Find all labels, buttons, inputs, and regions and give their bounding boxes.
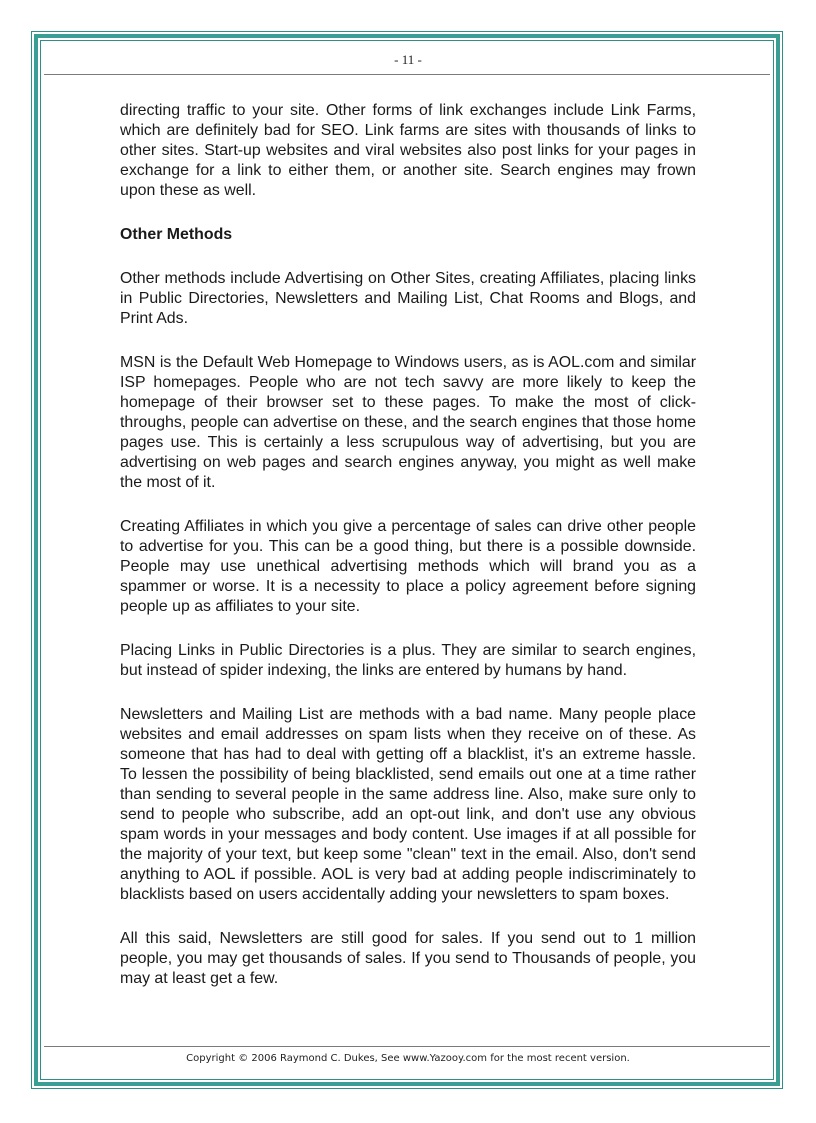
footer-copyright: Copyright © 2006 Raymond C. Dukes, See www.Yazooy.com for the most recent version. — [186, 1053, 630, 1064]
paragraph-affiliates: Creating Affiliates in which you give a percentage of sales can drive other people to advertise for you. This can be a good thing, but there is a possible downside. People may use unethical advertising methods which will brand you as a spammer or worse. It is a necessity to place a policy agreement before signing people up as affiliates to your site. — [120, 518, 696, 615]
footer-divider — [44, 1046, 770, 1047]
paragraph-link-exchanges: directing traffic to your site. Other forms of link exchanges include Link Farms, which are definitely bad for SEO. Link farms are sites with thousands of links to other sites. Start-up websites and viral websites also post links for your pages in exchange for a link to either them, or another site. Search engines may frown upon these as well. — [120, 102, 696, 199]
paragraph-other-methods: Other methods include Advertising on Other Sites, creating Affiliates, placing links in Public Directories, Newsletters and Mailing List, Chat Rooms and Blogs, and Print Ads. — [120, 270, 696, 327]
paragraph-public-directories: Placing Links in Public Directories is a plus. They are similar to search engines, but instead of spider indexing, the links are entered by humans by hand. — [120, 642, 696, 679]
header-divider — [44, 74, 770, 75]
paragraph-msn-homepage: MSN is the Default Web Homepage to Windows users, as is AOL.com and similar ISP homepages. People who are not tech savvy are more likely to keep the homepage of their browser set to these pages. To make the most of click-throughs, people can advertise on these, and the search engines that those home pages use. This is certainly a less scrupulous way of advertising, but you are advertising on web pages and search engines anyway, you might as well make the most of it. — [120, 354, 696, 491]
paragraph-newsletter-sales: All this said, Newsletters are still good for sales. If you send out to 1 million people, you may get thousands of sales. If you send to Thousands of people, you may at least get a few. — [120, 930, 696, 987]
section-heading-other-methods: Other Methods — [120, 226, 233, 243]
page-body — [120, 101, 696, 1013]
paragraph-newsletters: Newsletters and Mailing List are methods with a bad name. Many people place websites and email addresses on spam lists when they receive on of these. As someone that has had to deal with getting off a blacklist, it's an extreme hassle. To lessen the possibility of being blacklisted, send emails out one at a time rather than sending to several people in the same address line. Also, make sure only to send to people who subscribe, add an opt-out link, and don't use any obvious spam words in your messages and body content. Use images if at all possible for the majority of your text, but keep some "clean" text in the email. Also, don't send anything to AOL if possible. AOL is very bad at adding people indiscriminately to blacklists based on users accidentally adding your newsletters to spam boxes. — [120, 706, 696, 903]
page-number: - 11 - — [394, 52, 422, 67]
